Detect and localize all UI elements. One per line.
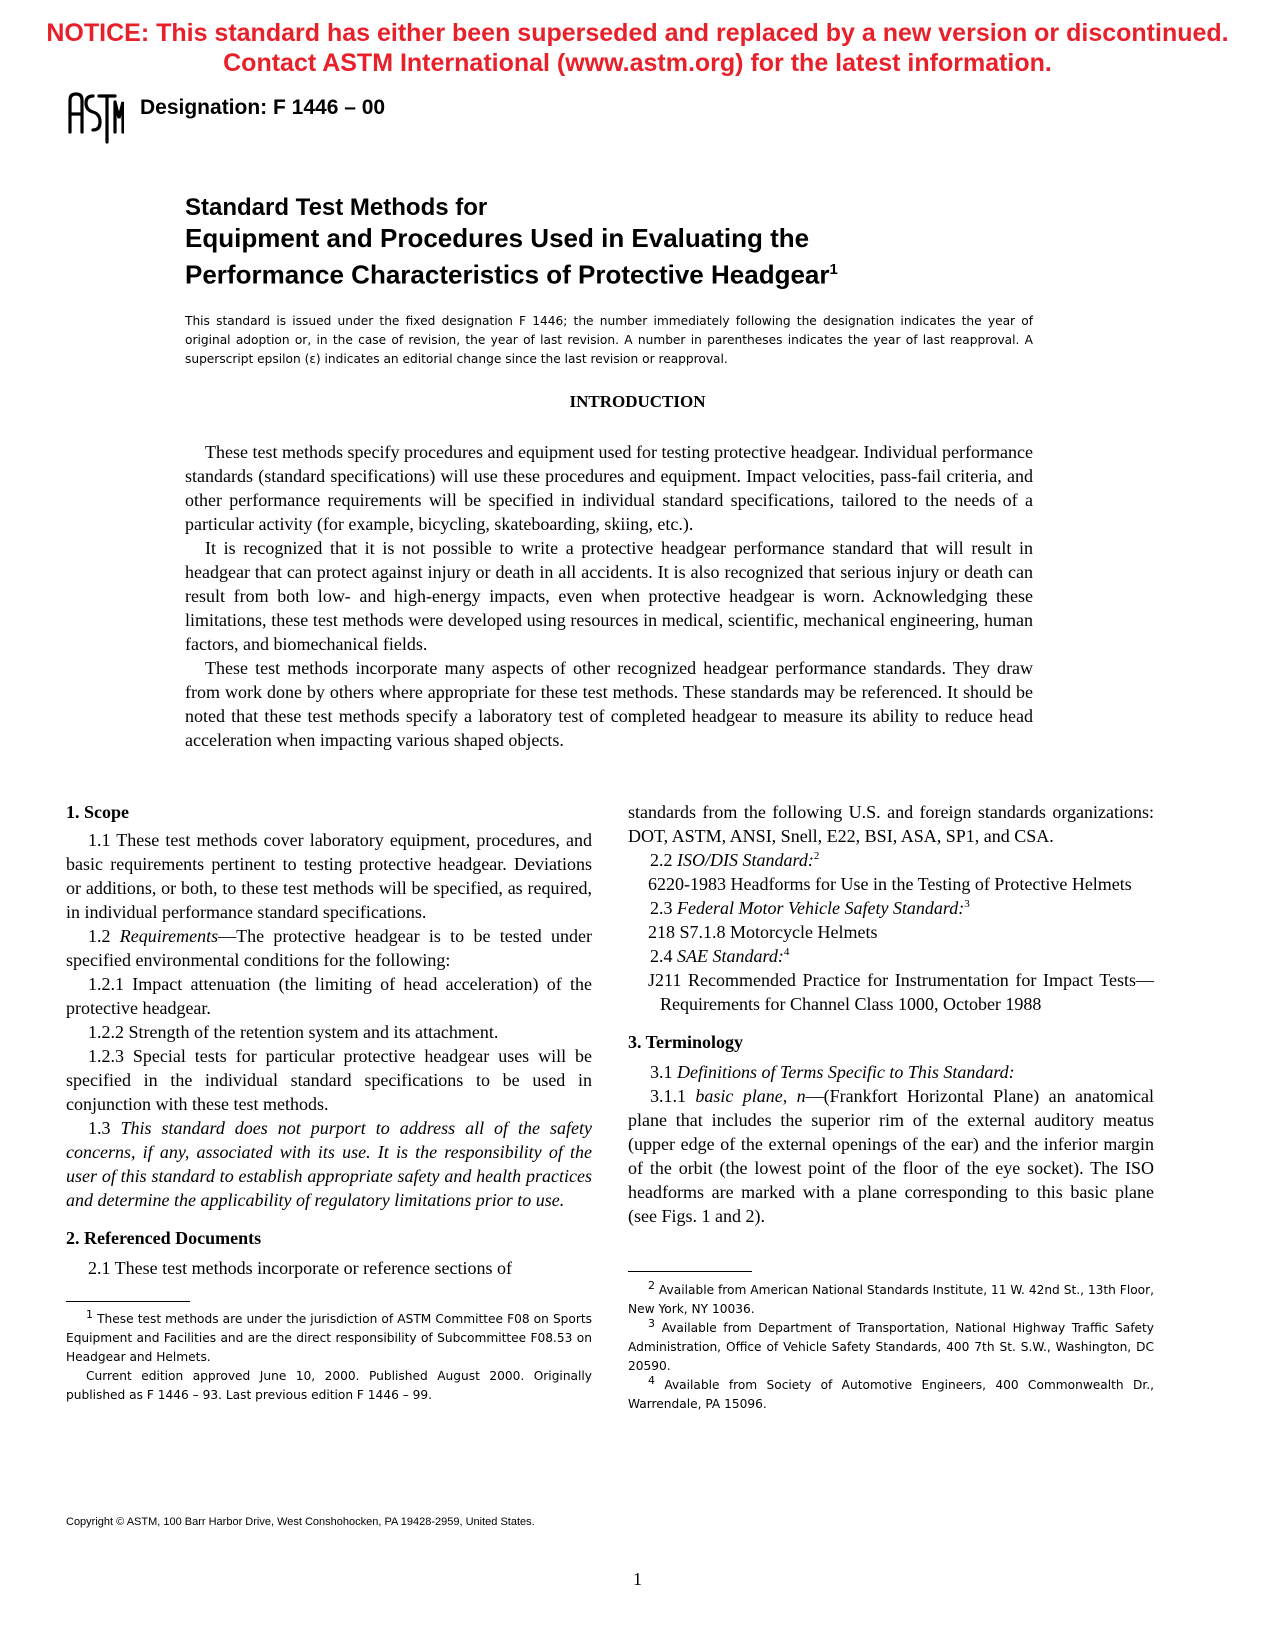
section-heading-referenced-documents: 2. Referenced Documents bbox=[66, 1228, 262, 1248]
preamble: This standard is issued under the fixed designation F 1446; the number immediately following the designation indicates the year of original adoption or, in the case of revision, the year of last revision. A number in parentheses indicates the year of last reapproval. A superscript epsilon (ε) indicates an editorial change since the last revision or reapproval. bbox=[185, 314, 1033, 366]
paragraph-2-1-continued: standards from the following U.S. and foreign standards organizations: DOT, ASTM, ANSI, Snell, E22, BSI, ASA, SP1, and CSA. bbox=[628, 802, 1154, 846]
introduction-text bbox=[185, 440, 1033, 752]
title-line-3: Performance Characteristics of Protective Headgear$^1$ bbox=[185, 259, 838, 290]
reference-sae-j211: J211 Recommended Practice for Instrumentation for Impact Tests—Requirements for Channel Class 1000, October 1988 bbox=[648, 970, 1154, 1014]
title-line-2: Equipment and Procedures Used in Evaluating the bbox=[185, 223, 810, 253]
section-heading-scope: 1. Scope bbox=[66, 802, 129, 822]
footnote-rule bbox=[628, 1271, 752, 1272]
reference-iso-6220: 6220-1983 Headforms for Use in the Testing of Protective Helmets bbox=[648, 874, 1132, 894]
section-heading-terminology: 3. Terminology bbox=[628, 1032, 744, 1052]
title-footnote-mark: 1 bbox=[829, 261, 838, 278]
title-line-1: Standard Test Methods for bbox=[185, 194, 488, 221]
paragraph-1-2-3: 1.2.3 Special tests for particular protective headgear uses will be specified in the individual standard specifications to be used in conjunction with these test methods. bbox=[66, 1046, 592, 1114]
copyright: Copyright © ASTM, 100 Barr Harbor Drive, West Conshohocken, PA 19428-2959, United States. bbox=[66, 1516, 535, 1528]
paragraph-1-2-1: 1.2.1 Impact attenuation (the limiting of head acceleration) of the protective headgear. bbox=[66, 974, 592, 1018]
paragraph-2-3: 2.3 Federal Motor Vehicle Safety Standard:$^3$ bbox=[650, 898, 970, 918]
footnote-4: $^4$ Available from Society of Automotive Engineers, 400 Commonwealth Dr., Warrendale, PA 15096. bbox=[628, 1373, 1154, 1411]
intro-paragraph: These test methods incorporate many aspects of other recognized headgear performance standards. They draw from work done by others where appropriate for these test methods. These standards may be referenced. It should be noted that these test methods specify a laboratory test of completed headgear to measure its ability to reduce head acceleration when impacting various shaped objects. bbox=[185, 658, 1033, 750]
notice-line-1: NOTICE: This standard has either been superseded and replaced by a new version or discontinued. bbox=[46, 19, 1229, 47]
footnote-rule bbox=[66, 1301, 190, 1302]
footnote-1: $^1$ These test methods are under the jurisdiction of ASTM Committee F08 on Sports Equipment and Facilities and are the direct responsibility of Subcommittee F08.53 on Headgear and Helmets. bbox=[66, 1307, 593, 1364]
astm-logo-icon bbox=[66, 88, 124, 146]
paragraph-2-2: 2.2 ISO/DIS Standard:$^2$ bbox=[650, 850, 820, 870]
paragraph-3-1: 3.1 Definitions of Terms Specific to This Standard: bbox=[650, 1062, 1015, 1082]
reference-fmvss-218: 218 S7.1.8 Motorcycle Helmets bbox=[648, 922, 878, 942]
right-column bbox=[628, 800, 1154, 1228]
paragraph-1-2: 1.2 Requirements—The protective headgear is to be tested under specified environmental conditions for the following: bbox=[66, 926, 592, 970]
introduction-heading: INTRODUCTION bbox=[569, 392, 706, 411]
footnote-2: $^2$ Available from American National Standards Institute, 11 W. 42nd St., 13th Floor, New York, NY 10036. bbox=[628, 1278, 1154, 1316]
paragraph-1-3: 1.3 This standard does not purport to address all of the safety concerns, if any, associated with its use. It is the responsibility of the user of this standard to establish appropriate safety and health practices and determine the applicability of regulatory limitations prior to use. bbox=[66, 1118, 592, 1210]
page-number: 1 bbox=[633, 1569, 642, 1589]
intro-paragraph: These test methods specify procedures and equipment used for testing protective headgear. Individual performance standards (standard specifications) will use these procedures and equipment. Impact velocities, pass-fail criteria, and other performance requirements will be specified in individual standard specifications, tailored to the needs of a particular activity (for example, bicycling, skateboarding, skiing, etc.). bbox=[185, 442, 1033, 534]
superseded-notice bbox=[0, 18, 1275, 78]
paragraph-1-1: 1.1 These test methods cover laboratory equipment, procedures, and basic requirements pertinent to testing protective headgear. Deviations or additions, or both, to these test methods will be specified, as required, in individual performance standard specifications. bbox=[66, 830, 592, 922]
paragraph-1-2-2: 1.2.2 Strength of the retention system and its attachment. bbox=[88, 1022, 499, 1042]
document-title bbox=[185, 192, 1185, 291]
notice-line-2: Contact ASTM International (www.astm.org) for the latest information. bbox=[223, 49, 1052, 77]
intro-paragraph: It is recognized that it is not possible to write a protective headgear performance standard that will result in headgear that can protect against injury or death in all accidents. It is also recognized that serious injury or death can result from both low- and high-energy impacts, even when protective headgear is worn. Acknowledging these limitations, these test methods were developed using resources in medical, scientific, mechanical engineering, human factors, and biomechanical fields. bbox=[185, 538, 1033, 654]
left-column bbox=[66, 800, 592, 1280]
footnote-3: $^3$ Available from Department of Transportation, National Highway Traffic Safety Administration, Office of Vehicle Safety Standards, 400 7th St. S.W., Washington, DC 20590. bbox=[628, 1316, 1154, 1373]
footnote-1-edition: Current edition approved June 10, 2000. Published August 2000. Originally published as F 1446 – 93. Last previous edition F 1446 – 99. bbox=[66, 1369, 592, 1402]
designation: Designation: F 1446 – 00 bbox=[140, 96, 386, 119]
footnotes-left bbox=[66, 1307, 593, 1405]
footnotes-right bbox=[628, 1278, 1154, 1414]
paragraph-2-1-start: 2.1 These test methods incorporate or reference sections of bbox=[88, 1258, 513, 1278]
paragraph-2-4: 2.4 SAE Standard:$^4$ bbox=[650, 946, 790, 966]
paragraph-3-1-1: 3.1.1 basic plane, n—(Frankfort Horizontal Plane) an anatomical plane that includes the superior rim of the external auditory meatus (upper edge of the external openings of the ear) and the inferior margin of the orbit (the lowest point of the floor of the eye socket). The ISO headforms are marked with a plane corresponding to this basic plane (see Figs. 1 and 2). bbox=[628, 1086, 1154, 1226]
